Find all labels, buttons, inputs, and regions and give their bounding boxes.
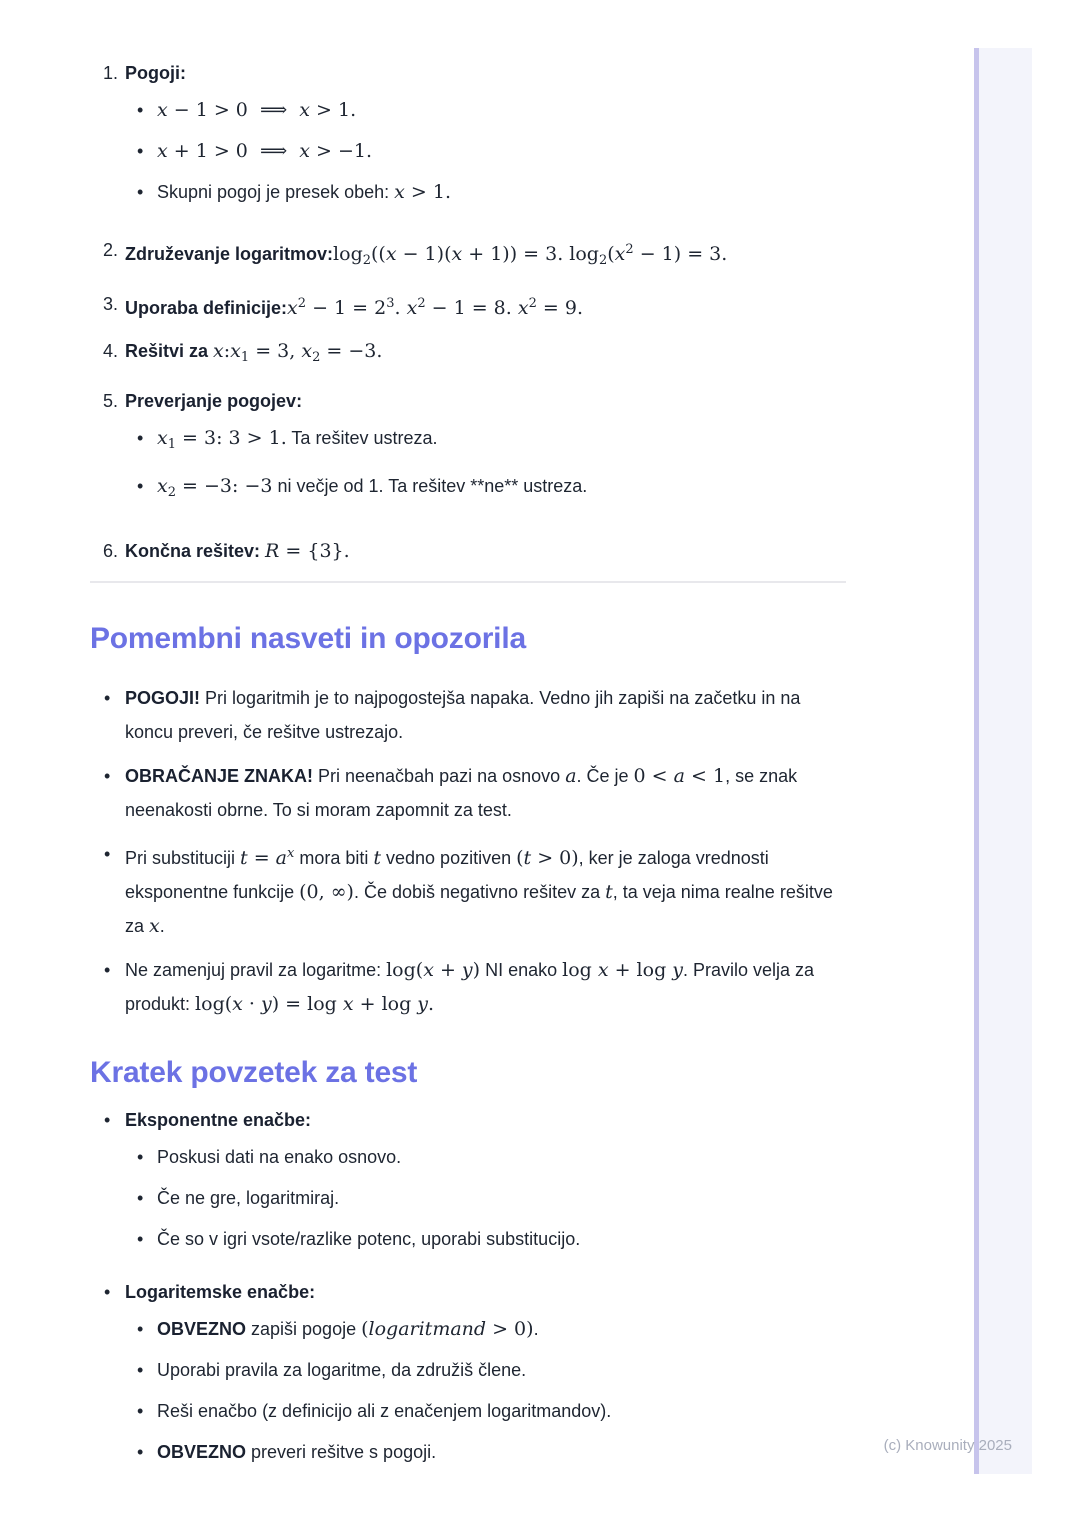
bullet-icon: •	[104, 960, 111, 980]
text-line	[157, 1316, 846, 1342]
bullet-icon: •	[104, 766, 111, 786]
text-line	[157, 1226, 846, 1252]
math-run: x	[614, 243, 626, 265]
bullet-icon: •	[137, 1401, 144, 1421]
text-run: .	[533, 1319, 539, 1339]
text-line	[125, 953, 846, 1021]
list-item	[125, 1185, 846, 1211]
text-line	[125, 291, 846, 321]
math-run: 2	[297, 296, 307, 311]
item-number: 1.	[103, 63, 119, 83]
item-number: 3.	[103, 294, 119, 314]
math-run: a	[565, 765, 577, 787]
math-run: log	[333, 243, 363, 265]
list-item	[125, 97, 846, 123]
list-item	[90, 1279, 846, 1480]
math-run: log(	[386, 959, 424, 981]
bold-text: Uporaba definicije:	[125, 298, 288, 318]
math-run: = −3.	[320, 340, 383, 362]
text-run: , ker je zaloga vrednosti eksponentne funkcije	[125, 848, 769, 902]
text-line	[157, 179, 846, 205]
ordered-item	[90, 237, 846, 274]
bold-text: Združevanje logaritmov:	[125, 244, 334, 264]
ordered-item	[90, 60, 846, 220]
math-run: log(	[195, 993, 233, 1015]
math-run: x	[157, 427, 168, 449]
math-run: x	[149, 915, 160, 937]
list-item	[125, 1439, 846, 1465]
list-item-text	[125, 1279, 846, 1480]
bullet-icon: •	[137, 1229, 144, 1249]
math-run: (	[607, 243, 615, 265]
list-item	[90, 1107, 846, 1267]
text-line	[157, 1357, 846, 1383]
math-run: > −1.	[310, 140, 373, 162]
text-line	[157, 1185, 846, 1211]
math-run: y	[672, 959, 684, 981]
section-heading-tips: Pomembni nasveti in opozorila	[90, 622, 526, 655]
bullet-icon: •	[137, 1442, 144, 1462]
math-run: x	[287, 846, 295, 861]
list-item	[125, 1144, 846, 1170]
text-run: mora biti	[294, 848, 374, 868]
copyright-watermark: (c) Knowunity 2025	[883, 1437, 1012, 1454]
bullet-icon: •	[104, 1282, 111, 1302]
math-run: ·	[242, 993, 261, 1015]
math-run: − 1 = 2	[306, 297, 387, 319]
item-number: 2.	[103, 240, 119, 260]
bullet-icon: •	[137, 476, 144, 496]
math-run: x	[299, 140, 311, 162]
item-body	[125, 291, 846, 321]
math-run: − 1 > 0 ⟹	[167, 99, 300, 121]
ordered-item	[90, 291, 846, 321]
math-run: 1	[240, 350, 250, 365]
bold-text: Rešitvi za	[125, 341, 214, 361]
math-run: + 1 > 0 ⟹	[167, 140, 300, 162]
list-item	[125, 473, 846, 506]
bold-text: OBVEZNO	[157, 1319, 247, 1339]
list-item	[125, 138, 846, 164]
text-run: Ta rešitev ustreza.	[286, 428, 438, 448]
text-run: Reši enačbo (z definicijo ali z enačenjem logaritmandov).	[157, 1401, 612, 1421]
list-item	[125, 425, 846, 458]
math-run: )	[472, 959, 481, 981]
bullet-icon: •	[137, 141, 144, 161]
right-margin-strip	[974, 48, 1032, 1474]
list-item-text	[125, 953, 846, 1021]
math-run: = 3,	[249, 340, 302, 362]
math-run: x	[597, 959, 609, 981]
text-run: Ne zamenjuj pravil za logaritme:	[125, 960, 387, 980]
math-run: + log	[353, 993, 418, 1015]
tips-list	[90, 681, 846, 1021]
math-run: logaritmand	[368, 1318, 487, 1340]
text-line	[125, 837, 846, 943]
text-line	[125, 237, 846, 274]
math-run: R	[265, 540, 280, 562]
list-item-text	[157, 138, 846, 164]
text-run: ni večje od 1. Ta rešitev **ne** ustreza.	[272, 476, 588, 496]
document-content	[90, 60, 846, 1492]
nested-list	[125, 97, 846, 205]
bullet-icon: •	[137, 100, 144, 120]
math-run: x	[517, 297, 529, 319]
text-run: NI enako	[480, 960, 563, 980]
math-run: ((	[371, 243, 386, 265]
math-run: = {3}.	[279, 540, 350, 562]
math-run: t	[523, 847, 532, 869]
bullet-icon: •	[137, 1147, 144, 1167]
bold-text: POGOJI!	[125, 688, 201, 708]
math-run: = −3: −3	[176, 475, 273, 497]
math-run: (	[516, 847, 524, 869]
math-run: x	[287, 297, 298, 319]
text-line	[157, 473, 846, 506]
math-run: =	[247, 847, 276, 869]
list-item-text	[157, 1226, 846, 1252]
list-item-text	[125, 759, 846, 827]
text-line	[157, 97, 846, 123]
list-item-text	[157, 1439, 846, 1465]
math-run: > 0)	[531, 847, 579, 869]
list-item-text	[157, 1144, 846, 1170]
math-run: 2	[167, 485, 176, 500]
list-item-text	[157, 473, 846, 506]
list-item-text	[157, 97, 846, 123]
item-body	[125, 388, 846, 521]
text-run: Če ne gre, logaritmiraj.	[157, 1188, 340, 1208]
math-run: x	[299, 99, 311, 121]
math-run: y	[461, 959, 473, 981]
math-run: x	[423, 959, 434, 981]
list-item	[90, 953, 846, 1021]
math-run: 2	[528, 296, 537, 311]
math-run: 2	[598, 253, 608, 268]
math-run: y	[417, 993, 429, 1015]
math-run: y	[260, 993, 272, 1015]
math-run: .	[394, 297, 407, 319]
math-run: .	[428, 993, 435, 1015]
text-run: Če so v igri vsote/razlike potenc, uporabi substitucijo.	[157, 1229, 581, 1249]
item-body	[125, 538, 846, 564]
text-run: Pri neenačbah pazi na osnovo	[313, 766, 566, 786]
bullet-icon: •	[104, 688, 111, 708]
bold-text: Eksponentne enačbe:	[125, 1110, 312, 1130]
item-body	[125, 60, 846, 220]
list-item	[125, 1226, 846, 1252]
text-line	[125, 338, 846, 371]
text-line	[125, 1279, 846, 1305]
list-item-text	[157, 1185, 846, 1211]
list-item-text	[157, 1398, 846, 1424]
text-run: , se znak neenakosti obrne. To si moram zapomnit za test.	[125, 766, 798, 820]
bullet-icon: •	[104, 844, 111, 864]
text-run: preveri rešitve s pogoji.	[246, 1442, 437, 1462]
math-run: a	[275, 847, 287, 869]
math-run: − 1) = 3.	[633, 243, 728, 265]
text-line	[125, 60, 846, 86]
list-item-text	[157, 179, 846, 205]
math-run: (0, ∞)	[299, 881, 354, 903]
math-run: 1	[167, 437, 176, 452]
math-run: 2	[312, 350, 321, 365]
bold-text: Končna rešitev:	[125, 541, 266, 561]
math-run: t	[605, 881, 613, 903]
list-item	[125, 1357, 846, 1383]
bullet-icon: •	[104, 1110, 111, 1130]
math-run: x	[394, 181, 405, 203]
math-run: 0 <	[633, 765, 674, 787]
math-run: > 0)	[486, 1318, 534, 1340]
list-item	[90, 759, 846, 827]
math-run: = 3: 3 > 1.	[176, 427, 287, 449]
list-item-text	[125, 1107, 846, 1267]
list-item	[125, 1316, 846, 1342]
math-run: x	[451, 243, 463, 265]
section-divider	[90, 581, 846, 583]
math-run: − 1 = 8.	[425, 297, 518, 319]
text-run: Pri substituciji	[125, 848, 241, 868]
math-run: +	[433, 959, 462, 981]
math-run: < 1	[684, 765, 726, 787]
list-item-text	[157, 425, 846, 458]
bullet-icon: •	[137, 428, 144, 448]
math-run: + log	[608, 959, 673, 981]
steps-list	[90, 60, 846, 564]
nested-list	[125, 1144, 846, 1252]
math-run: + 1)) = 3. log	[462, 243, 599, 265]
bullet-icon: •	[137, 1188, 144, 1208]
math-run: − 1)(	[396, 243, 452, 265]
text-run: Poskusi dati na enako osnovo.	[157, 1147, 402, 1167]
math-run: ) = log	[271, 993, 343, 1015]
text-line	[125, 1107, 846, 1133]
bold-text: OBRAČANJE ZNAKA!	[125, 766, 313, 786]
math-run: x	[157, 140, 168, 162]
text-line	[157, 138, 846, 164]
text-run: Pri logaritmih je to najpogostejša napaka. Vedno jih zapiši na začetku in na koncu preveri, če rešitve ustrezajo.	[125, 688, 801, 742]
list-item	[125, 179, 846, 205]
text-run: .	[159, 916, 165, 936]
math-run: 2	[417, 296, 426, 311]
math-run: x	[230, 340, 241, 362]
bullet-icon: •	[137, 1360, 144, 1380]
text-line	[157, 1398, 846, 1424]
item-number: 6.	[103, 541, 119, 561]
math-run: x	[406, 297, 418, 319]
bold-text: OBVEZNO	[157, 1442, 247, 1462]
math-run: x	[232, 993, 243, 1015]
ordered-item	[90, 388, 846, 521]
item-body	[125, 338, 846, 371]
text-line	[125, 538, 846, 564]
math-run: t	[240, 847, 248, 869]
math-run: x	[342, 993, 354, 1015]
text-run: . Če je	[576, 766, 634, 786]
nested-list	[125, 1316, 846, 1465]
nested-list	[125, 425, 846, 506]
item-number: 5.	[103, 391, 119, 411]
list-item-text	[157, 1316, 846, 1342]
math-run: x	[385, 243, 397, 265]
text-run: , ta veja nima realne rešitve za	[125, 882, 833, 936]
text-line	[125, 388, 846, 414]
text-run: Uporabi pravila za logaritme, da združiš člene.	[157, 1360, 527, 1380]
item-body	[125, 237, 846, 274]
text-run: vedno pozitiven	[381, 848, 517, 868]
math-run: a	[673, 765, 685, 787]
ordered-item	[90, 538, 846, 564]
math-run: t	[373, 847, 382, 869]
section-heading-summary: Kratek povzetek za test	[90, 1056, 418, 1089]
text-run: . Če dobiš negativno rešitev za	[353, 882, 606, 902]
text-line	[157, 425, 846, 458]
ordered-item	[90, 338, 846, 371]
list-item-text	[125, 681, 846, 749]
math-run: (	[361, 1318, 369, 1340]
text-run: zapiši pogoje	[246, 1319, 362, 1339]
text-line	[125, 759, 846, 827]
math-run: :	[223, 340, 231, 362]
bold-text: Pogoji:	[125, 63, 186, 83]
bullet-icon: •	[137, 1319, 144, 1339]
math-run: > 1.	[404, 181, 452, 203]
summary-list	[90, 1107, 846, 1480]
math-run: 2	[362, 253, 372, 268]
text-line	[157, 1144, 846, 1170]
list-item-text	[125, 837, 846, 943]
math-run: 2	[625, 242, 634, 257]
list-item	[90, 837, 846, 943]
text-line	[157, 1439, 846, 1465]
item-number: 4.	[103, 341, 119, 361]
list-item-text	[157, 1357, 846, 1383]
text-line	[125, 681, 846, 749]
bullet-icon: •	[137, 182, 144, 202]
list-item	[125, 1398, 846, 1424]
math-run: x	[213, 340, 224, 362]
math-run: x	[301, 340, 313, 362]
math-run: log	[562, 959, 598, 981]
text-run: . Pravilo velja za produkt:	[125, 960, 815, 1014]
math-run: = 9.	[536, 297, 583, 319]
list-item	[90, 681, 846, 749]
math-run: 3	[386, 296, 395, 311]
bold-text: Preverjanje pogojev:	[125, 391, 303, 411]
math-run: > 1.	[310, 99, 357, 121]
text-run: Skupni pogoj je presek obeh:	[157, 182, 395, 202]
math-run: x	[157, 99, 168, 121]
bold-text: Logaritemske enačbe:	[125, 1282, 316, 1302]
math-run: x	[157, 475, 168, 497]
